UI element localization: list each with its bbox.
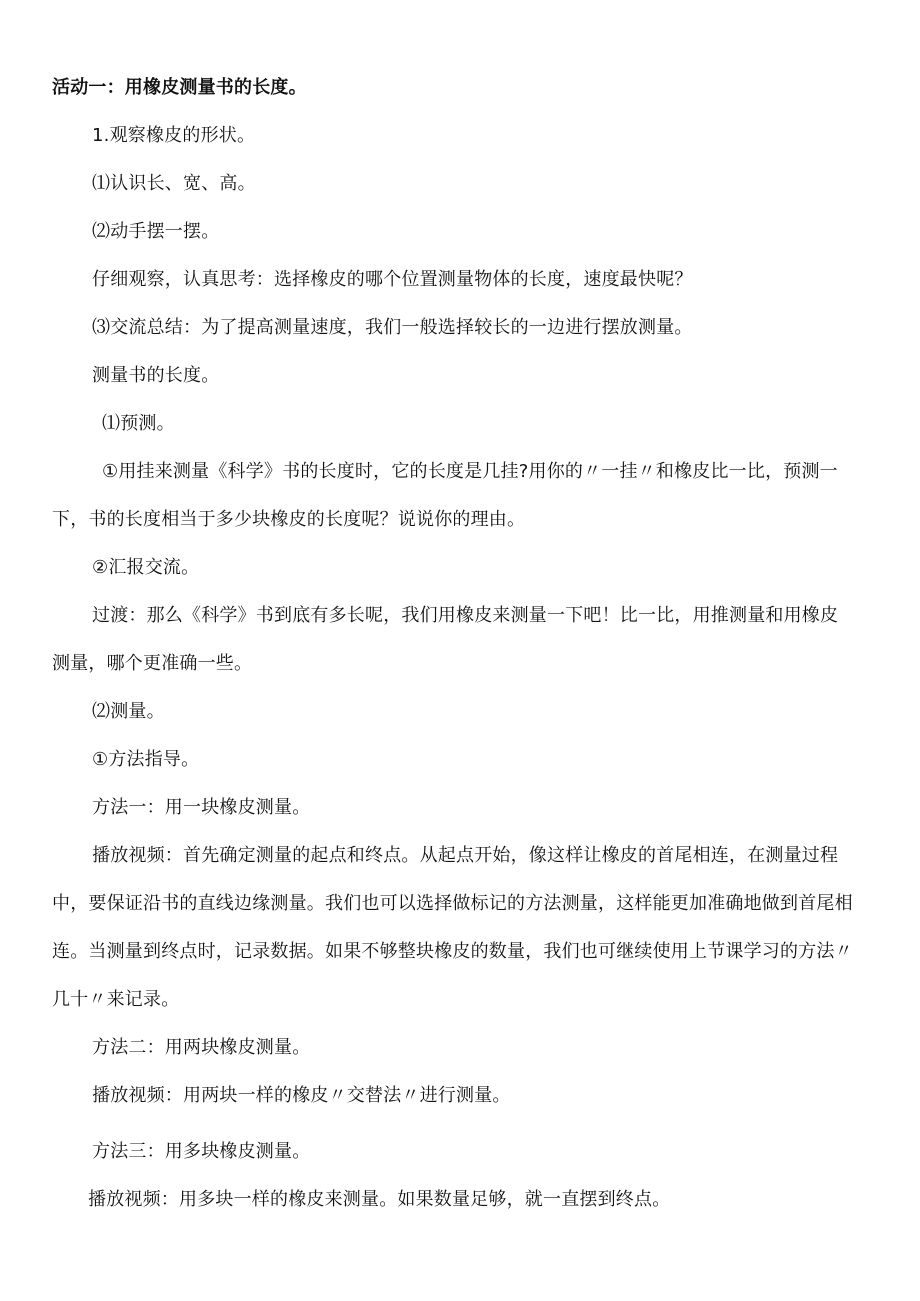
paragraph-line: 播放视频：首先确定测量的起点和终点。从起点开始，像这样让橡皮的首尾相连，在测量过程 <box>92 845 839 866</box>
paragraph-line: 播放视频：用两块一样的橡皮〃交替法〃进行测量。 <box>92 1085 511 1106</box>
paragraph-line: ⑴预测。 <box>102 413 175 434</box>
paragraph-line: 播放视频：用多块一样的橡皮来测量。如果数量足够，就一直摆到终点。 <box>88 1189 671 1210</box>
paragraph-line: ②汇报交流。 <box>92 557 200 578</box>
paragraph-line: ⑵测量。 <box>92 701 165 722</box>
paragraph-line: 测量，哪个更准确一些。 <box>52 653 253 674</box>
paragraph-line: 中，要保证沿书的直线边缘测量。我们也可以选择做标记的方法测量，这样能更加准确地做到首尾相 <box>52 893 853 914</box>
paragraph-line: ⑵动手摆一摆。 <box>92 221 220 242</box>
paragraph-line: 1.观察橡皮的形状。 <box>92 125 256 146</box>
activity-heading: 活动一：用橡皮测量书的长度。 <box>52 77 307 98</box>
paragraph-line: 过渡：那么《科学》书到底有多长呢，我们用橡皮来测量一下吧！比一比，用推测量和用橡皮 <box>92 605 839 626</box>
paragraph-line: 几十〃来记录。 <box>52 989 180 1010</box>
paragraph-line: 方法二：用两块橡皮测量。 <box>92 1037 311 1058</box>
paragraph-line: ⑶交流总结：为了提高测量速度，我们一般选择较长的一边进行摆放测量。 <box>92 317 693 338</box>
paragraph-line: 测量书的长度。 <box>92 365 220 386</box>
paragraph-line: 方法三：用多块橡皮测量。 <box>92 1141 311 1162</box>
paragraph-line: 仔细观察，认真思考：选择橡皮的哪个位置测量物体的长度，速度最快呢？ <box>92 269 693 290</box>
paragraph-line: ①用挂来测量《科学》书的长度时，它的长度是几挂?用你的〃一挂〃和橡皮比一比，预测一 <box>102 461 838 482</box>
paragraph-line: ①方法指导。 <box>92 749 200 770</box>
paragraph-line: 连。当测量到终点时，记录数据。如果不够整块橡皮的数量，我们也可继续使用上节课学习的方法〃 <box>52 941 853 962</box>
paragraph-line: ⑴认识长、宽、高。 <box>92 173 256 194</box>
paragraph-line: 下，书的长度相当于多少块橡皮的长度呢？说说你的理由。 <box>52 509 526 530</box>
paragraph-line: 方法一：用一块橡皮测量。 <box>92 797 311 818</box>
